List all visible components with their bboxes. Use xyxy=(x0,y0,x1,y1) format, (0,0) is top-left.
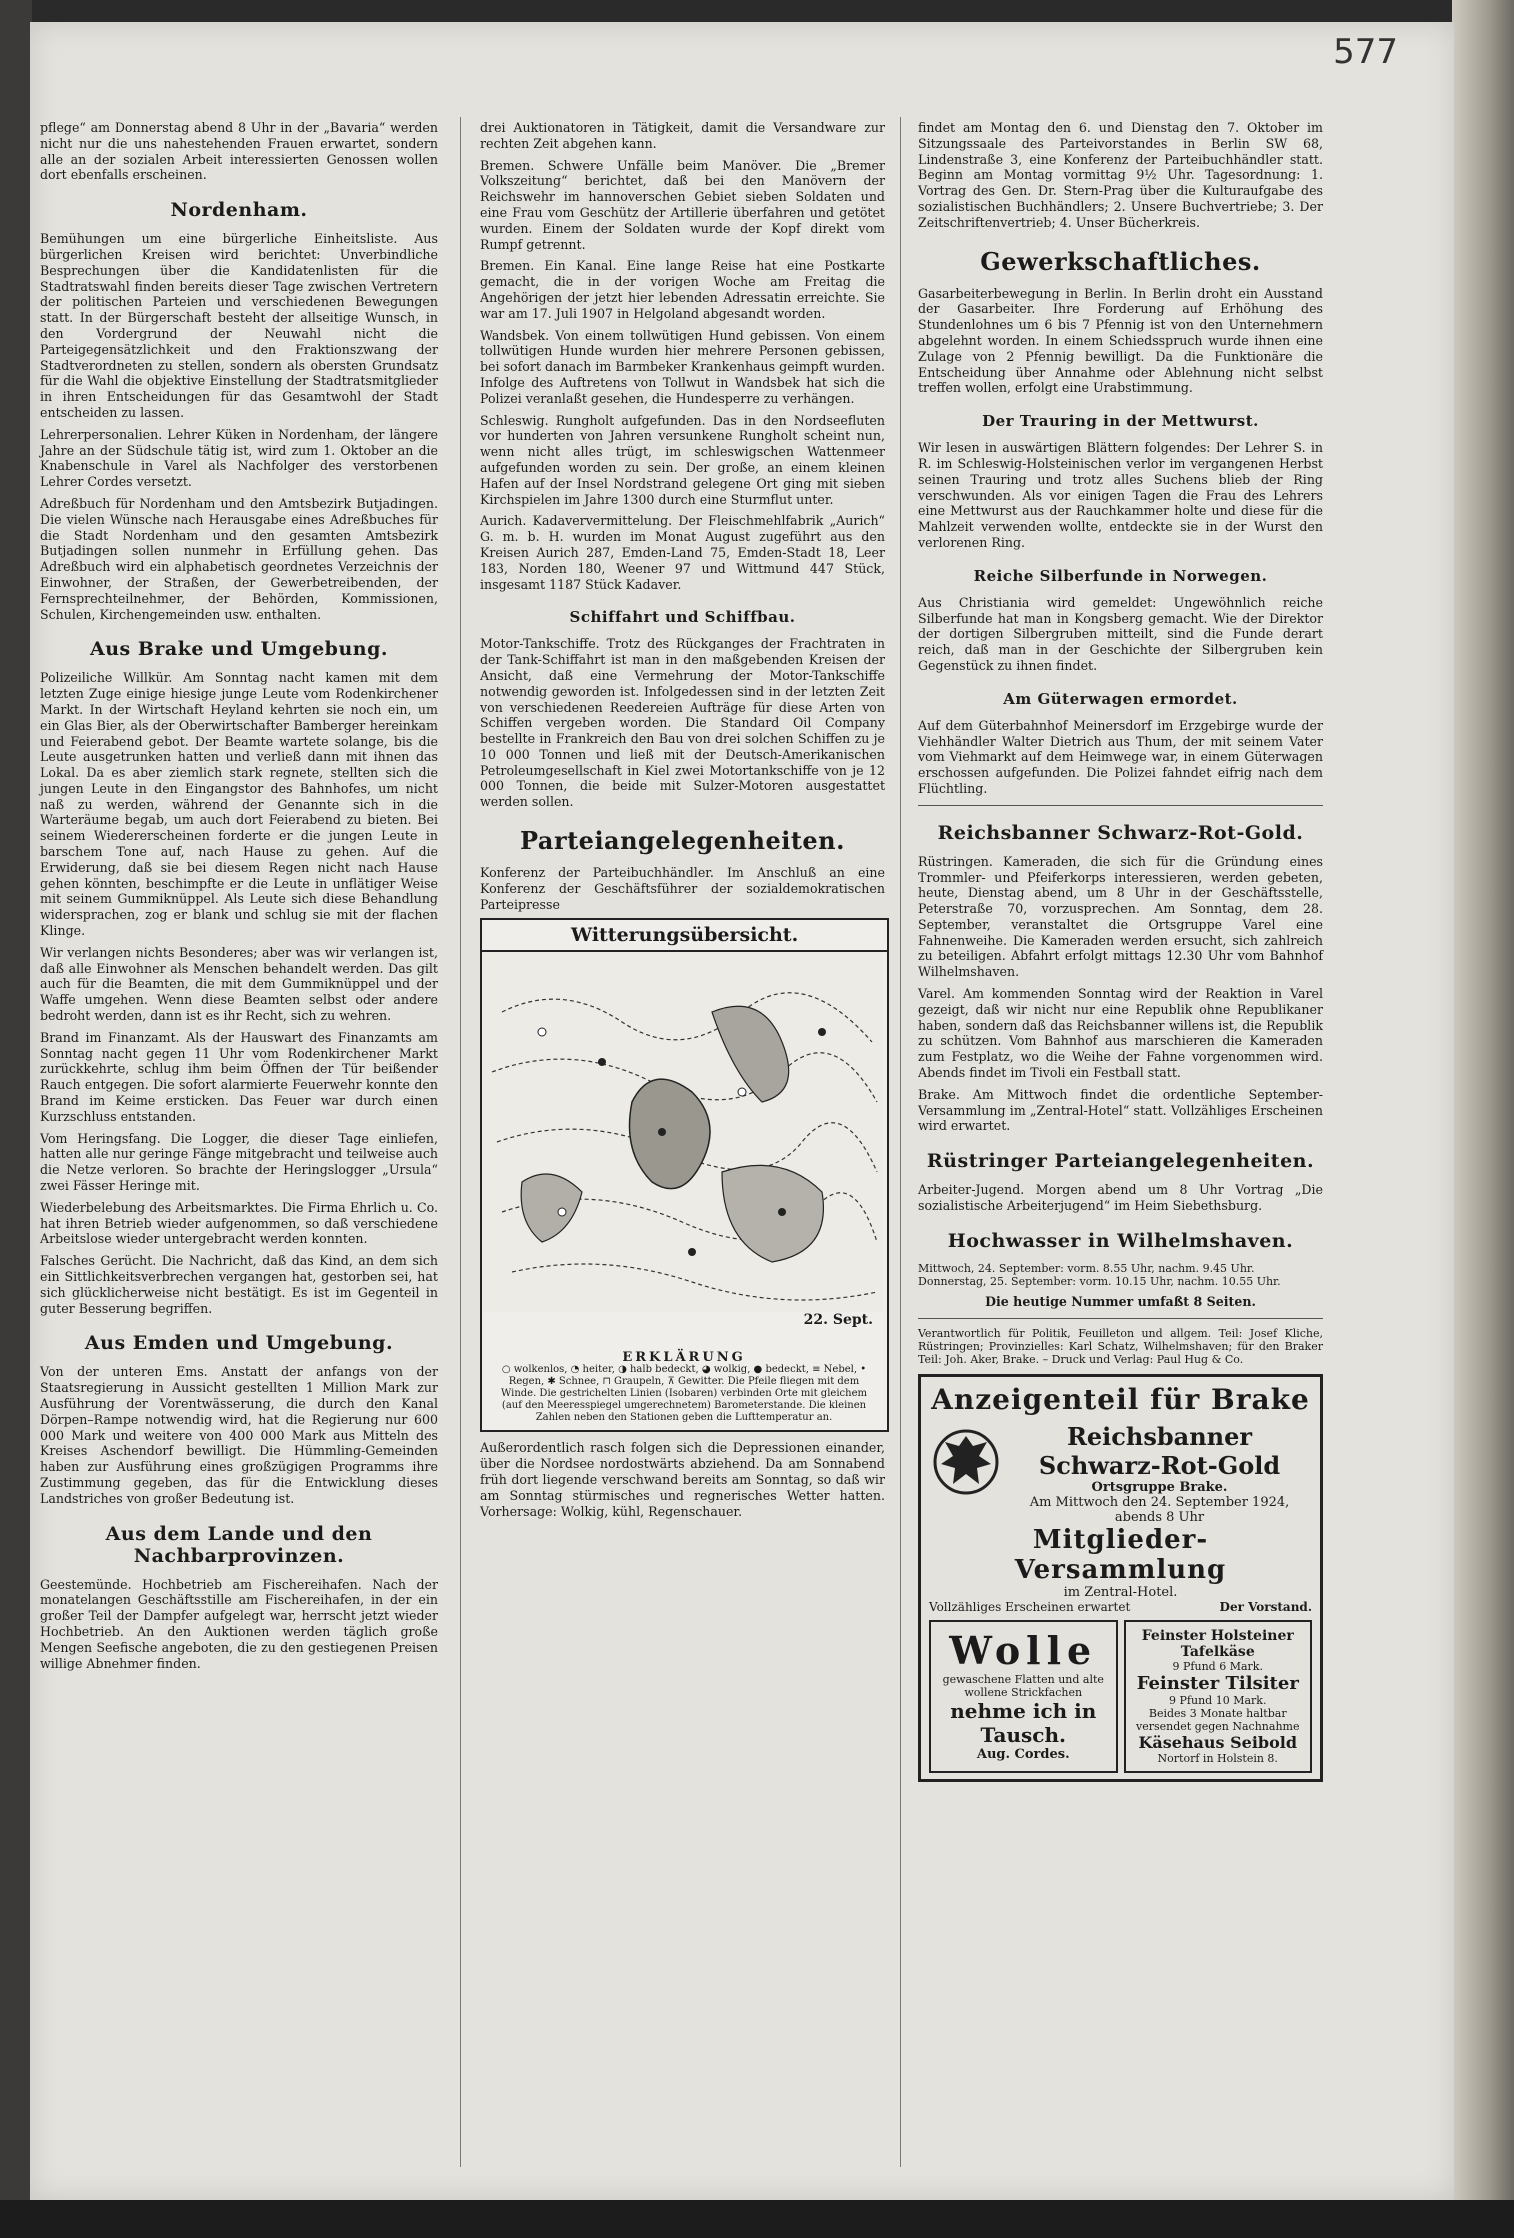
reichsbanner-ad xyxy=(929,1422,1312,1525)
ad-reichsbanner-title: Reichsbanner Schwarz-Rot-Gold xyxy=(1038,1421,1281,1480)
ad-footer xyxy=(929,1600,1312,1614)
article-text: Auf dem Güterbahnhof Meinersdorf im Erzgebirge wurde der Viehhändler Walter Dietrich aus Thum, der mit seinem Vater vom Viehmarkt auf dem Heimwege war, in einem Güterwagen erschossen aufgefunden. Die Polizei fahndet eifrig nach dem Flüchtling. xyxy=(918,717,1323,796)
weather-map xyxy=(480,918,889,1432)
column-2 xyxy=(480,120,885,1525)
scan-background-left xyxy=(0,0,32,2238)
ad-wolle-name: Aug. Cordes. xyxy=(976,1746,1070,1762)
section-heading: Aus dem Lande und den Nachbarprovinzen. xyxy=(105,1522,373,1567)
article-text: Wandsbek. Von einem tollwütigen Hund gebissen. Von einem tollwütigen Hunde wurden hier mehrere Personen gebissen, bei sofort danach im Barmbeker Krankenhaus geimpft wurden. Infolge des Auftretens von Tollwut in Wandsbek hat sich die Polizei veranlaßt gesehen, die Hundesperre zu verhängen. xyxy=(480,327,885,406)
newspaper-page xyxy=(30,22,1454,2200)
column-1 xyxy=(40,120,438,1677)
column-3 xyxy=(918,120,1323,1782)
weather-map-legend xyxy=(490,1352,878,1424)
eagle-icon xyxy=(933,1422,999,1502)
article-text: Bemühungen um eine bürgerliche Einheitsliste. Aus bürgerlichen Kreisen wird berichtet: Unverbindliche Besprechungen über die Kandidatenlisten für die Stadtratswahl finden bereits dieser Tage zwischen Vertretern der politischen Parteien und verschiedenen Bewegungen statt. In der Bürgerschaft besteht der allseitige Wunsch, in den Vordergrund der Neuwahl nicht die Parteigegensätzlichkeit und den Fraktionszwang der Stadtverordneten zu stellen, sondern als obersten Grundsatz für die Wahl die objektive Einstellung der Stadtratsmitglieder in ihren Entscheidungen für das Gesamtwohl der Stadt entscheiden zu lassen. xyxy=(40,231,438,420)
ad-section-title: Anzeigenteil für Brake xyxy=(931,1382,1310,1416)
article-text: Schleswig. Rungholt aufgefunden. Das in den Nordseefluten vor hunderten von Jahren versunkene Rungholt scheint nun, wenn nicht alles trügt, im schleswigschen Wattenmeer aufgefunden worden zu sein. Der große, an einem kleinen Hafen auf der Insel Nordstrand gelegene Ort ging mit sieben Kirchspielen im Jahre 1300 durch eine Sturmflut unter. xyxy=(480,412,885,507)
divider xyxy=(918,805,1323,806)
article-text: Motor-Tankschiffe. Trotz des Rückganges der Frachtraten in der Tank-Schiffahrt ist man in den maßgebenden Kreisen der Ansicht, daß eine Vermehrung der Motor-Tankschiffe notwendig geworden ist. Infolgedessen sind in der letzten Zeit von verschiedenen Reedereien Aufträge für diese Arten von Schiffen vergeben worden. Die Standard Oil Company bestellte in Frankreich den Bau von drei solchen Schiffen zu je 10 000 Tonnen und ließ mit der Deutsch-Amerikanischen Petroleumgesellschaft in Kiel zwei Motortankschiffe von je 12 000 Tonnen, die beide mit Sulzer-Motoren ausgestattet werden sollen. xyxy=(480,636,885,810)
article-text: Aurich. Kadaververmittelung. Der Fleischmehlfabrik „Aurich“ G. m. b. H. wurden im Monat August zugeführt aus den Kreisen Aurich 287, Emden-Land 75, Emden-Stadt 18, Leer 183, Norden 180, Weener 97 und Wittmund 447 Stück, insgesamt 1187 Stück Kadaver. xyxy=(480,513,885,592)
ad-kaese-note: Beides 3 Monate haltbar versendet gegen Nachnahme xyxy=(1136,1706,1300,1733)
article-text: Gasarbeiterbewegung in Berlin. In Berlin droht ein Ausstand der Gasarbeiter. Ihre Forderung auf Erhöhung des Stundenlohnes um 6 bis 7 Pfennig ist von den Unternehmern abgelehnt worden. In einem Schiedsspruch wurde ihnen eine Zulage von 2 Pfennig bewilligt. Da die Funktionäre die Entscheidung über Annahme oder Ablehnung nicht selbst treffen wollen, erfolgt eine Urabstimmung. xyxy=(918,285,1323,396)
article-text: Adreßbuch für Nordenham und den Amtsbezirk Butjadingen. Die vielen Wünsche nach Herausgabe eines Adreßbuches für die Stadt Nordenham und den gesamten Amtsbezirk Butjadingen sollen nunmehr in Erfüllung gehen. Das Adreßbuch wird ein alphabetisch geordnetes Verzeichnis der Einwohner, der Straßen, der Gewerbetreibenden, der Fernsprechteilnehmer, der Behörden, Kommissionen, Schulen, Kirchengemeinden usw. enthalten. xyxy=(40,495,438,622)
article-text: Geestemünde. Hochbetrieb am Fischereihafen. Nach der monatelangen Geschäftsstille am Fischereihafen, in der ein großer Teil der Dampfer aufgelegt war, herrscht jetzt wieder Hochbetrieb. An den Auktionen werden täglich große Mengen Seefische angeboten, die zu den gestiegenen Preisen willige Abnehmer finden. xyxy=(40,1576,438,1671)
article-text: Wir lesen in auswärtigen Blättern folgendes: Der Lehrer S. in R. im Schleswig-Holsteinischen verlor im vergangenen Herbst seinen Trauring und trotz alles Suchens blieb der Ring verschwunden. Als vor einigen Tagen die Frau des Lehrers eine Mettwurst aus der Rauchkammer holte und diese für die Mahlzeit verwenden wollte, entdeckte sie in der Wurst den verlorenen Ring. xyxy=(918,440,1323,550)
article-text: Varel. Am kommenden Sonntag wird der Reaktion in Varel gezeigt, daß wir nicht nur eine Republik ohne Republikaner haben, sondern daß das Reichsbanner willens ist, die Republik zu schützen. Vom Bahnhof aus marschieren die Kameraden zum Festplatz, wo die Weihe der Fahne vorgenommen wird. Abends findet im Tivoli ein Festball statt. xyxy=(918,986,1323,1081)
article-text: Lehrerpersonalien. Lehrer Küken in Nordenham, der längere Jahre an der Südschule tätig ist, wird zum 1. Oktober an die Knabenschule in Varel als Nachfolger des verstorbenen Lehrer Cordes versetzt. xyxy=(40,426,438,490)
article-text: Vom Heringsfang. Die Logger, die dieser Tage einliefen, hatten alle nur geringe Fänge mitgebracht und teilweise auch die Netze verloren. So brachte der Heringslogger „Ursula“ zwei Fässer Heringe mit. xyxy=(40,1130,438,1194)
advertisement-section xyxy=(918,1374,1323,1782)
scan-background-bottom xyxy=(0,2200,1514,2238)
ad-kaese1-price: 9 Pfund 6 Mark. xyxy=(1172,1659,1263,1673)
ad-seibold: Käsehaus Seibold xyxy=(1138,1732,1298,1752)
ad-date: Am Mittwoch den 24. September 1924, abends 8 Uhr xyxy=(1029,1494,1290,1525)
ad-kaese1: Feinster Holsteiner Tafelkäse xyxy=(1141,1627,1294,1660)
section-heading: Aus Emden und Umgebung. xyxy=(84,1332,394,1355)
article-text: Rüstringen. Kameraden, die sich für die Gründung eines Trommler- und Pfeiferkorps interessieren, werden gebeten, heute, Dienstag abend, um 8 Uhr in der Geschäftsstelle, Peterstraße 70, vorzusprechen. Am Sonntag, dem 28. September, veranstaltet die Ortsgruppe Varel eine Fahnenweihe. Die Kameraden werden ersucht, sich zahlreich zu beteiligen. Abfahrt erfolgt mittags 12.30 Uhr vom Bahnhof Wilhelmshaven. xyxy=(918,853,1323,980)
weather-map-title: Witterungsübersicht. xyxy=(482,920,887,952)
article-text: Brake. Am Mittwoch findet die ordentliche September-Versammlung im „Zentral-Hotel“ statt. Vollzähliges Erscheinen wird erwartet. xyxy=(918,1086,1323,1134)
article-text: drei Auktionatoren in Tätigkeit, damit die Versandware zur rechten Zeit abgehen kann. xyxy=(480,120,885,151)
article-text: Außerordentlich rasch folgen sich die Depressionen einander, über die Nordsee nordostwärts abziehend. Da am Sonnabend früh dort liegende verschwand bereits am Sonntag, so daß wir am Sonntag stürmisches und regnerisches Wetter hatten. Vorhersage: Wolkig, kühl, Regenschauer. xyxy=(480,1440,885,1519)
weather-map-drawing xyxy=(482,952,883,1312)
article-text: Wiederbelebung des Arbeitsmarktes. Die Firma Ehrlich u. Co. hat ihren Betrieb wieder aufgenommen, so daß verschiedene Arbeitslose wieder untergebracht werden konnten. xyxy=(40,1199,438,1247)
column-rule xyxy=(900,117,901,2167)
section-heading: Schiffahrt und Schiffbau. xyxy=(569,608,796,627)
article-text: Polizeiliche Willkür. Am Sonntag nacht kamen mit dem letzten Zuge einige hiesige junge Leute vom Rodenkirchener Markt. In der Wirtschaft Heyland kehrten sie noch ein, um ein Glas Bier, als der Oberwirtschafter Bamberger hereinkam und Feierabend gebot. Der Beamte wartete solange, bis die Leute ausgetrunken hatten und verließ dann mit ihnen das Lokal. Da es aber ziemlich stark regnete, stellten sich die jungen Leute in den Eingangstor des Bahnhofes, um nicht naß zu werden, während der Genannte sich in die Warteräume begab, um auch dort Feierabend zu bieten. Bei seinem Wiedererscheinen forderte er die jungen Leute in barschem Tone auf, nach Hause zu gehen. Auf die Erwiderung, daß sie bei diesem Regen nicht nach Hause gehen könnten, beschimpfte er die Leute in unflätiger Weise mit seinem Gummiknüppel. Als Leute sich diese Behandlung widersprachen, zog er blank und schlug sie mit der flachen Klinge. xyxy=(40,670,438,939)
ad-wolle-tausch: nehme ich in Tausch. xyxy=(950,1698,1097,1747)
section-heading: Nordenham. xyxy=(170,199,308,222)
book-edge xyxy=(1452,0,1514,2238)
tide-times: Mittwoch, 24. September: vorm. 8.55 Uhr, nachm. 9.45 Uhr. xyxy=(918,1261,1255,1275)
divider xyxy=(918,1318,1323,1319)
ad-seibold-location: Nortorf in Holstein 8. xyxy=(1157,1751,1278,1765)
ad-ortsgruppe: Ortsgruppe Brake. xyxy=(1091,1479,1228,1495)
article-text: Arbeiter-Jugend. Morgen abend um 8 Uhr Vortrag „Die sozialistische Arbeiterjugend“ im Heim Siebethsburg. xyxy=(918,1182,1323,1214)
edition-note: Die heutige Nummer umfaßt 8 Seiten. xyxy=(985,1293,1256,1309)
article-text: Falsches Gerücht. Die Nachricht, daß das Kind, an dem sich ein Sittlichkeitsverbrechen vergangen hat, gestorben sei, hat sich glücklicherweise nicht bestätigt. Es ist im Gegenteil in guter Besserung begriffen. xyxy=(40,1253,438,1316)
section-heading: Gewerkschaftliches. xyxy=(980,246,1261,276)
article-text: Bremen. Ein Kanal. Eine lange Reise hat eine Postkarte gemacht, die in der vorigen Woche am Freitag die Angehörigen der jetzt hier lebenden Adressatin erreichte. Sie war am 17. Juli 1907 in Helgoland abgesandt worden. xyxy=(480,258,885,321)
weather-map-date: 22. Sept. xyxy=(803,1312,873,1329)
column-rule xyxy=(460,117,461,2167)
article-text: pflege“ am Donnerstag abend 8 Uhr in der „Bavaria“ werden nicht nur die uns nahestehenden Frauen erwartet, sondern alle an der sozialen Arbeit interessierten Genossen wollen dort ebenfalls erscheinen. xyxy=(40,120,438,183)
section-heading: Am Güterwagen ermordet. xyxy=(1003,689,1238,708)
wolle-ad xyxy=(929,1620,1118,1773)
tide-times: Donnerstag, 25. September: vorm. 10.15 Uhr, nachm. 10.55 Uhr. xyxy=(918,1274,1281,1288)
article-text: Wir verlangen nichts Besonderes; aber was wir verlangen ist, daß alle Einwohner als Menschen behandelt werden. Das gilt auch für die Beamten, die mit dem Gummiknüppel und der Waffe umgehen. Wenn diese Beamten selbst oder andere bedroht werden, dann ist es ihr Recht, sich zu wehren. xyxy=(40,944,438,1024)
kaese-ad xyxy=(1124,1620,1313,1773)
ad-wolle-title: Wolle xyxy=(949,1627,1098,1673)
section-heading: Reichsbanner Schwarz-Rot-Gold. xyxy=(937,821,1304,844)
ad-location: im Zentral-Hotel. xyxy=(1063,1584,1178,1600)
section-heading: Rüstringer Parteiangelegenheiten. xyxy=(926,1150,1315,1173)
section-heading: Parteiangelegenheiten. xyxy=(519,826,845,856)
legend-text: ○ wolkenlos, ◔ heiter, ◑ halb bedeckt, ◕ wolkig, ● bedeckt, ≡ Nebel, • Regen, ✱ Schnee, ⊓ Graupeln, ⊼ Gewitter. Die Pfeile fliegen mit dem Winde. Die gestrichelten Linien (Isobaren) verbinden Orte mit gleichem (auf den Meeresspiegel umgerechnetem) Barometerstande. Die kleinen Zahlen neben den Stationen geben die Lufttemperatur an. xyxy=(501,1364,867,1424)
article-text: findet am Montag den 6. und Dienstag den 7. Oktober im Sitzungssaale des Parteivorstandes in Berlin SW 68, Lindenstraße 3, eine Konferenz der Parteibuchhändler statt. Beginn am Montag vormittag 9½ Uhr. Tagesordnung: 1. Vortrag des Gen. Dr. Stern-Prag über die Kulturaufgabe des sozialistischen Buchhändlers; 2. Unsere Buchvertriebe; 3. Der Zeitschriftenvertrieb; 4. Unser Bücherkreis. xyxy=(918,120,1323,230)
article-text: Konferenz der Parteibuchhändler. Im Anschluß an eine Konferenz der Geschäftsführer der sozialdemokratischen Parteipresse xyxy=(480,865,885,912)
article-text: Von der unteren Ems. Anstatt der anfangs von der Staatsregierung in Aussicht gestellten 1 Million Mark zur Ausführung der Vorentwässerung, die durch den Kanal Dörpen–Rampe notwendig wird, hat die Regierung nur 600 000 Mark und weitere von 400 000 Mark aus Mitteln des Kreises Aschendorf bewilligt. Die Hümmling-Gemeinden haben zur Ausführung eines großzügigen Programms ihre Zustimmung gegeben, das für die Entwicklung dieses Landstriches von großer Bedeutung ist. xyxy=(40,1364,438,1506)
article-text: Bremen. Schwere Unfälle beim Manöver. Die „Bremer Volkszeitung“ berichtet, daß bei den Manövern der Reichswehr im hannoverschen Gebiet sieben Soldaten und eine Frau vom Geschütz der Artillerie überfahren und getötet wurden. Einem der Soldaten wurde der Kopf direkt vom Rumpf getrennt. xyxy=(480,157,885,252)
imprint: Verantwortlich für Politik, Feuilleton und allgem. Teil: Josef Kliche, Rüstringen; Provinzielles: Karl Schatz, Wilhelmshaven; für den Braker Teil: Joh. Aker, Brake. – Druck und Verlag: Paul Hug & Co. xyxy=(918,1326,1323,1366)
section-heading: Reiche Silberfunde in Norwegen. xyxy=(973,566,1268,585)
ad-meeting-title: Mitglieder-Versammlung xyxy=(1014,1524,1227,1585)
section-heading: Aus Brake und Umgebung. xyxy=(89,638,388,661)
ad-tilsiter: Feinster Tilsiter xyxy=(1136,1672,1299,1694)
ad-attendance: Vollzähliges Erscheinen erwartet xyxy=(929,1599,1131,1614)
page-number: 577 xyxy=(1333,32,1398,72)
ad-signature: Der Vorstand. xyxy=(1219,1599,1312,1614)
article-text: Brand im Finanzamt. Als der Hauswart des Finanzamts am Sonntag nacht gegen 11 Uhr vom Rodenkirchener Markt zurückkehrte, schlug ihm beim Öffnen der Tür beißender Rauch entgegen. Die sofort alarmierte Feuerwehr konnte den Brand im Keime ersticken. Das Feuer war durch einen Kurzschluss entstanden. xyxy=(40,1029,438,1124)
ad-wolle-sub: gewaschene Flatten und alte wollene Strickfachen xyxy=(942,1672,1104,1699)
section-heading: Der Trauring in der Mettwurst. xyxy=(982,412,1259,431)
ad-row xyxy=(929,1620,1312,1773)
article-text: Aus Christiania wird gemeldet: Ungewöhnlich reiche Silberfunde hat man in Kongsberg gemacht. Wie der Direktor der dortigen Silbergruben mitteilt, sind die Funde derart reich, daß man in der Geschichte der Silbergruben kein Gegenstück zu ihnen findet. xyxy=(918,594,1323,673)
section-heading: Hochwasser in Wilhelmshaven. xyxy=(947,1229,1294,1252)
ad-tilsiter-price: 9 Pfund 10 Mark. xyxy=(1169,1693,1267,1707)
legend-title: ERKLÄRUNG xyxy=(622,1350,746,1366)
